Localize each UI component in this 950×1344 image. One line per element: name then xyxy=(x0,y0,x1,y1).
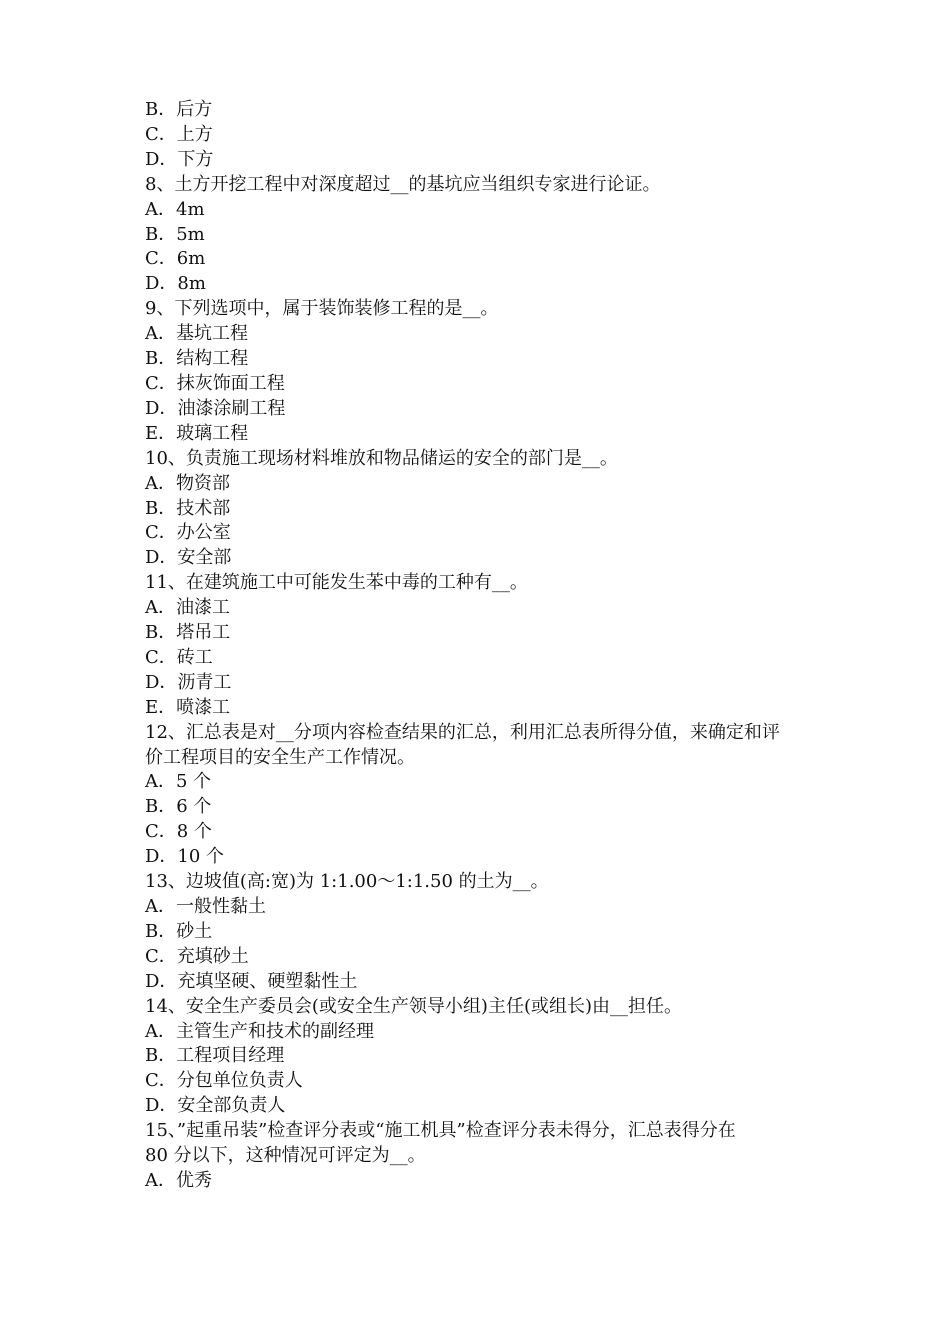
answer-option: A．5 个 xyxy=(145,771,212,793)
question-text: 9、下列选项中，属于装饰装修工程的是__。 xyxy=(145,298,499,320)
question-text: 8、土方开挖工程中对深度超过__的基坑应当组织专家进行论证。 xyxy=(145,173,661,195)
answer-option: C．分包单位负责人 xyxy=(145,1070,303,1092)
answer-option: C．抹灰饰面工程 xyxy=(145,372,285,394)
answer-option: B．砂土 xyxy=(145,920,213,942)
answer-option: B．6 个 xyxy=(145,796,212,818)
answer-option: C．砖工 xyxy=(145,646,213,668)
answer-option: D．10 个 xyxy=(145,846,225,868)
answer-option: D．下方 xyxy=(145,148,214,170)
answer-option: A．基坑工程 xyxy=(145,323,248,345)
document-body xyxy=(145,98,810,1194)
answer-option: C．6m xyxy=(145,248,206,270)
question-text: 11、在建筑施工中可能发生苯中毒的工种有__。 xyxy=(145,572,528,594)
answer-option: B．塔吊工 xyxy=(145,622,231,644)
question-text: 13、边坡值(高:宽)为 1:1.00～1:1.50 的土为__。 xyxy=(145,871,549,893)
answer-option: C．上方 xyxy=(145,123,213,145)
answer-option: D．安全部 xyxy=(145,547,232,569)
answer-option: A．油漆工 xyxy=(145,597,230,619)
answer-option: B．5m xyxy=(145,223,205,245)
answer-option: D．充填坚硬、硬塑黏性土 xyxy=(145,970,358,992)
question-text: 15、”起重吊装”检查评分表或“施工机具”检查评分表未得分，汇总表得分在 xyxy=(145,1120,736,1142)
answer-option: B．后方 xyxy=(145,99,213,120)
question-text-continued: 价工程项目的安全生产工作情况。 xyxy=(145,746,415,768)
answer-option: A．优秀 xyxy=(145,1169,212,1191)
answer-option: E．喷漆工 xyxy=(145,696,231,718)
answer-option: E．玻璃工程 xyxy=(145,422,249,444)
answer-option: C．办公室 xyxy=(145,522,231,544)
answer-option: B．技术部 xyxy=(145,497,231,519)
question-text-continued: 80 分以下，这种情况可评定为__。 xyxy=(145,1145,426,1167)
question-text: 10、负责施工现场材料堆放和物品储运的安全的部门是__。 xyxy=(145,447,618,469)
answer-option: D．沥青工 xyxy=(145,671,232,693)
answer-option: B．结构工程 xyxy=(145,348,249,370)
answer-option: A．一般性黏土 xyxy=(145,896,266,917)
answer-option: D．油漆涂刷工程 xyxy=(145,397,286,419)
question-text: 14、安全生产委员会(或安全生产领导小组)主任(或组长)由__担任。 xyxy=(145,995,682,1017)
question-text: 12、汇总表是对__分项内容检查结果的汇总，利用汇总表所得分值，来确定和评 xyxy=(145,721,780,743)
answer-option: B．工程项目经理 xyxy=(145,1045,285,1067)
answer-option: D．8m xyxy=(145,273,206,295)
answer-option: A．物资部 xyxy=(145,472,230,494)
answer-option: C．8 个 xyxy=(145,821,212,843)
answer-option: A．主管生产和技术的副经理 xyxy=(145,1020,374,1042)
answer-option: A．4m xyxy=(145,198,205,220)
answer-option: D．安全部负责人 xyxy=(145,1095,286,1117)
answer-option: C．充填砂土 xyxy=(145,945,249,967)
